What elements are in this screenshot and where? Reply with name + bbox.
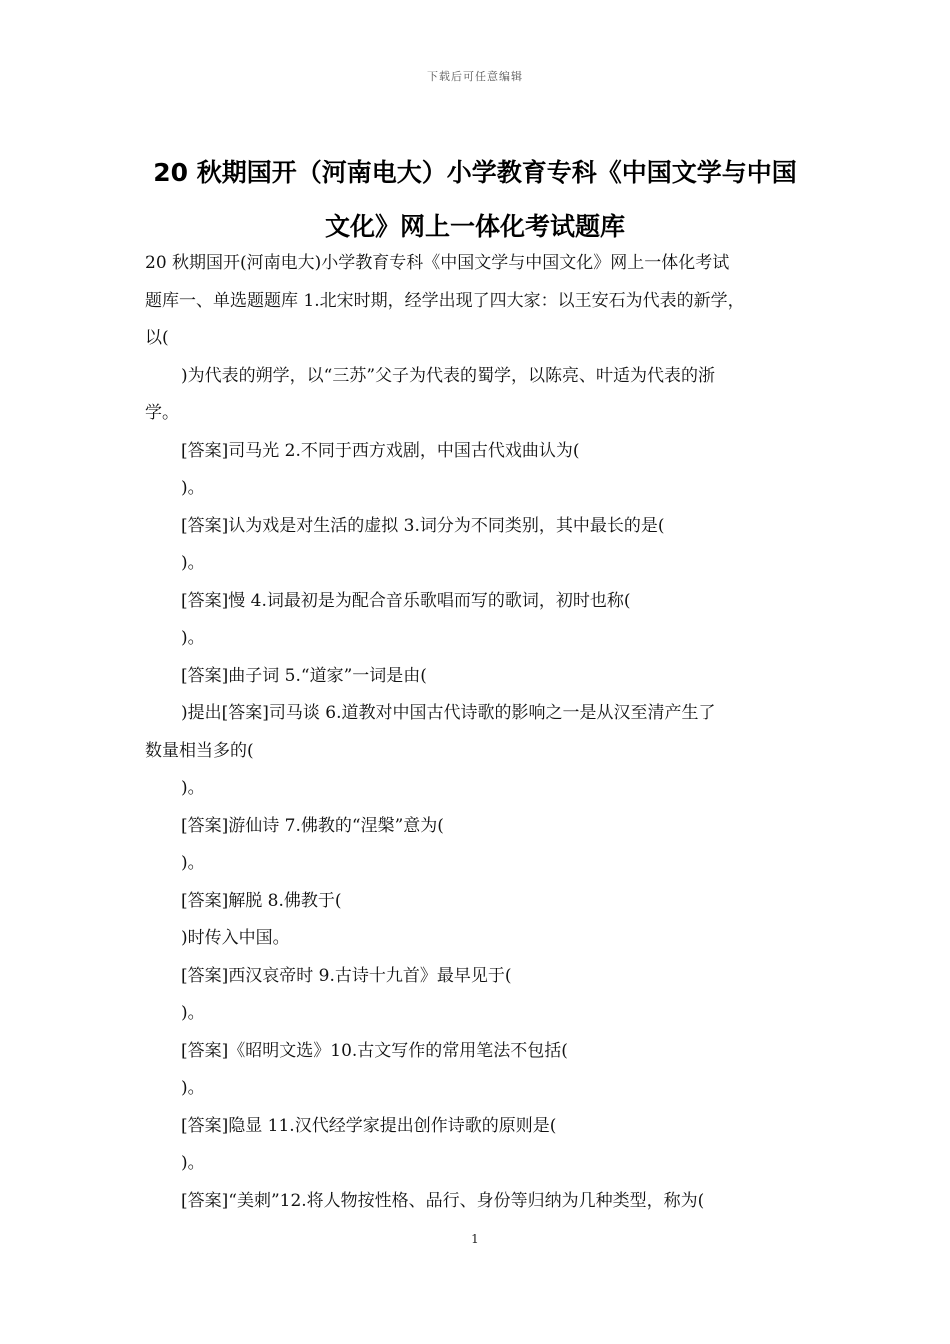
body-line: [答案]解脱 8.佛教于( <box>181 890 342 911</box>
body-line: )时传入中国。 <box>181 928 290 948</box>
body-line: )。 <box>181 478 205 498</box>
body-line: [答案]“美刺”12.将人物按性格、品行、身份等归纳为几种类型，称为( <box>181 1190 705 1211</box>
body-line: )。 <box>181 628 205 648</box>
body-line: [答案]游仙诗 7.佛教的“涅槃”意为( <box>181 815 444 836</box>
body-line: [答案]《昭明文选》10.古文写作的常用笔法不包括( <box>181 1040 568 1061</box>
body-line: [答案]司马光 2.不同于西方戏剧，中国古代戏曲认为( <box>181 440 580 461</box>
body-line: 数量相当多的( <box>145 740 254 761</box>
document-body <box>145 245 810 1220</box>
document-title <box>140 146 810 254</box>
body-line: [答案]西汉哀帝时 9.古诗十九首》最早见于( <box>181 965 512 986</box>
title-line: 文化》网上一体化考试题库 <box>324 212 625 241</box>
body-line: [答案]慢 4.词最初是为配合音乐歌唱而写的歌词，初时也称( <box>181 590 631 611</box>
body-line: )。 <box>181 778 205 798</box>
body-line: 20 秋期国开(河南电大)小学教育专科《中国文学与中国文化》网上一体化考试 <box>145 253 730 273</box>
body-line: )。 <box>181 853 205 873</box>
title-line: 20 秋期国开（河南电大）小学教育专科《中国文学与中国 <box>153 158 797 187</box>
body-line: [答案]认为戏是对生活的虚拟 3.词分为不同类别，其中最长的是( <box>181 515 665 536</box>
body-line: 学。 <box>145 403 179 423</box>
body-line: )提出[答案]司马谈 6.道教对中国古代诗歌的影响之一是从汉至清产生了 <box>181 703 716 723</box>
body-line: )。 <box>181 1153 205 1173</box>
body-line: )。 <box>181 1003 205 1023</box>
body-line: [答案]隐显 11.汉代经学家提出创作诗歌的原则是( <box>181 1115 557 1136</box>
page-header-note: 下载后可任意编辑 <box>427 70 523 83</box>
body-line: [答案]曲子词 5.“道家”一词是由( <box>181 665 427 686</box>
body-line: 题库一、单选题题库 1.北宋时期，经学出现了四大家：以王安石为代表的新学， <box>145 290 745 311</box>
body-line: )。 <box>181 553 205 573</box>
body-line: )。 <box>181 1078 205 1098</box>
body-line: )为代表的朔学，以“三苏”父子为代表的蜀学，以陈亮、叶适为代表的浙 <box>181 365 716 386</box>
page-number: 1 <box>471 1232 479 1246</box>
body-line: 以( <box>145 328 169 348</box>
